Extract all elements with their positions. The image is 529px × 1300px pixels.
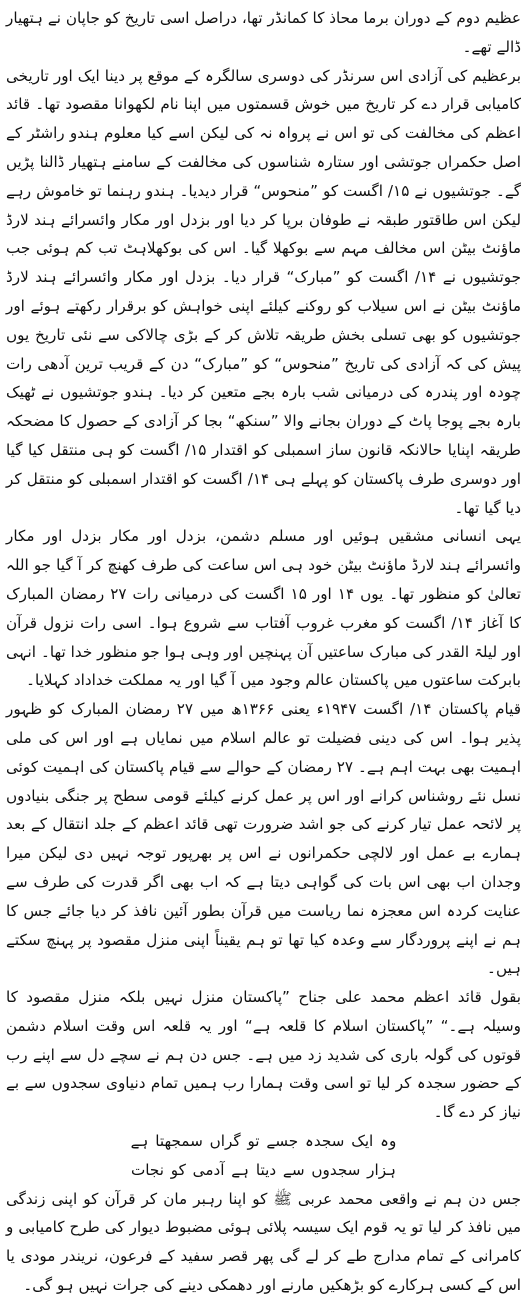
paragraph-3: یہی انسانی مشقیں ہوئیں اور مسلم دشمن، بزدل اور مکار بزدل اور مکار وائسرائے ہند لارڈ ماؤنٹ بیٹن خود ہی اس ساعت کی طرف کھنچ کر آ گیا جو اللہ تعالیٰ کو منظور تھا۔ یوں ۱۴ اور ۱۵ اگست کی درمیانی رات ۲۷ رمضان المبارک کا آغاز ۱۴/ اگست کو مغرب غروب آفتاب سے شروع ہوا۔ اسی رات نزول قرآن اور لیلۃ القدر کی مبارک ساعتیں آن پہنچیں اور وہی ہوا جو منظور خدا تھا۔ انہی بابرکت ساعتوں میں پاکستان عالم وجود میں آ گیا اور یہ مملکت خداداد کہلایا۔ [6, 527, 522, 690]
paragraph-5: بقول قائد اعظم محمد علی جناح ”پاکستان منزل نہیں بلکہ منزل مقصود کا وسیلہ ہے۔“ ”پاکستان اسلام کا قلعہ ہے“ اور یہ قلعہ اس وقت اسلام دشمن قوتوں کی گولہ باری کی شدید زد میں ہے۔ جس دن ہم نے سچے دل سے اپنے رب کے حضور سجدہ کر لیا تو اسی وقت ہمارا رب ہمیں تمام دنیاوی سجدوں سے بے نیاز کر دے گا۔ [6, 988, 521, 1122]
closing-paragraph: جس دن ہم نے واقعی محمد عربی ﷺ کو اپنا رہبر مان کر قرآن کو اپنی زندگی میں نافذ کر لیا تو یہ قوم ایک سیسہ پلائی ہوئی مضبوط دیوار کی طرح کامیابی و کامرانی کے تمام مدارج طے کر لے گی پھر قصر سفید کے فرعون، نریندر مودی یا اس کے کسی ہرکارے کو بڑھکیں مارنے اور دھمکی دینے کی جرات نہیں ہو گی۔ [6, 1189, 521, 1295]
couplet-line-two: ہزار سجدوں سے دیتا ہے آدمی کو نجات [130, 1160, 397, 1179]
paragraph-2: برعظیم کی آزادی اس سرنڈر کی دوسری سالگرہ کے موقع پر دینا ایک اور تاریخی کامیابی قرار دے کر تاریخ میں خوش قسمتوں میں اپنا نام لکھوانا مقصود تھا۔ قائد اعظم کی مخالفت کی تو اس نے پرواہ نہ کی لیکن اسے کیا معلوم ہندو راشٹر کے اصل حکمراں جوتشی اور ستارہ شناسوں کی مخالفت کے سامنے ہتھیار ڈالنا پڑیں گے۔ جوتشیوں نے ۱۵/ اگست کو ”منحوس“ قرار دیدیا۔ ہندو رہنما تو خاموش رہے لیکن اس طاقتور طبقہ نے طوفان برپا کر دیا اور بزدل اور مکار وائسرائے ہند لارڈ ماؤنٹ بیٹن اس مخالف مہم سے بوکھلا گیا۔ اس کی بوکھلاہٹ تب کم ہوئی جب جوتشیوں نے ۱۴/ اگست کو ”مبارک“ قرار دیا۔ بزدل اور مکار وائسرائے ہند لارڈ ماؤنٹ بیٹن نے اس سیلاب کو روکنے کیلئے اپنی خواہش کو برقرار رکھتے ہوئے اور جوتشیوں کو بھی تسلی بخش طریقہ تلاش کر کے بڑی چالاکی سے نئی تاریخ یوں پیش کی کہ آزادی کی تاریخ ”منحوس“ کو ”مبارک“ دن کے قریب ترین آدھی رات چودہ اور پندرہ کی درمیانی شب بارہ بجے متعین کر دیا۔ ہندو جوتشیوں نے ٹھیک بارہ بجے پوجا پاٹ کے دوران بجانے والا ”سنکھ“ بجا کر آزادی کے حصول کا مضحکہ طریقہ اپنایا حالانکہ قانون ساز اسمبلی کو اقتدار ۱۵/ اگست کو ہی منتقل کیا گیا اور دوسری طرف پاکستان کو پہلے ہی ۱۴/ اگست کو اقتدار اسمبلی کو منتقل کر دیا گیا تھا۔ [6, 66, 522, 517]
paragraph-4: قیام پاکستان ۱۴/ اگست ۱۹۴۷ء یعنی ۱۳۶۶ھ میں ۲۷ رمضان المبارک کو ظہور پذیر ہوا۔ اس کی دینی فضیلت تو عالم اسلام میں نمایاں ہے اور اس کی ملی اہمیت بھی بہت اہم ہے۔ ۲۷ رمضان کے حوالے سے قیام پاکستان کی اہمیت کوئی نسل نئے روشناس کرانے اور اس پر عمل کرنے کیلئے قومی سطح پر جنگی بنیادوں پر لائحہ عمل تیار کرنے کی جو اشد ضرورت تھی قائد اعظم کے جلد انتقال کے بعد ہمارے بے عمل اور لالچی حکمرانوں نے اس پر بھرپور توجہ نہیں دی لیکن میرا وجدان اب بھی اس بات کی گواہی دیتا ہے کہ اب بھی اگر قدرت کی طرف سے عنایت کردہ اس معجزہ نما ریاست میں قرآن بطور آئین نافذ کر دیا جائے جس کا ہم نے اپنے پروردگار سے وعدہ کیا تھا تو ہم یقیناً اپنی منزل مقصود پر پہنچ سکتے ہیں۔ [6, 700, 522, 978]
poetry-couplet [6, 1127, 521, 1185]
paragraph-1: عظیم دوم کے دوران برما محاذ کا کمانڈر تھا، دراصل اسی تاریخ کو جاپان نے ہتھیار ڈالے تھے۔ [6, 9, 521, 56]
couplet-line-one: وہ ایک سجدہ جسے تو گراں سمجھتا ہے [130, 1132, 397, 1151]
